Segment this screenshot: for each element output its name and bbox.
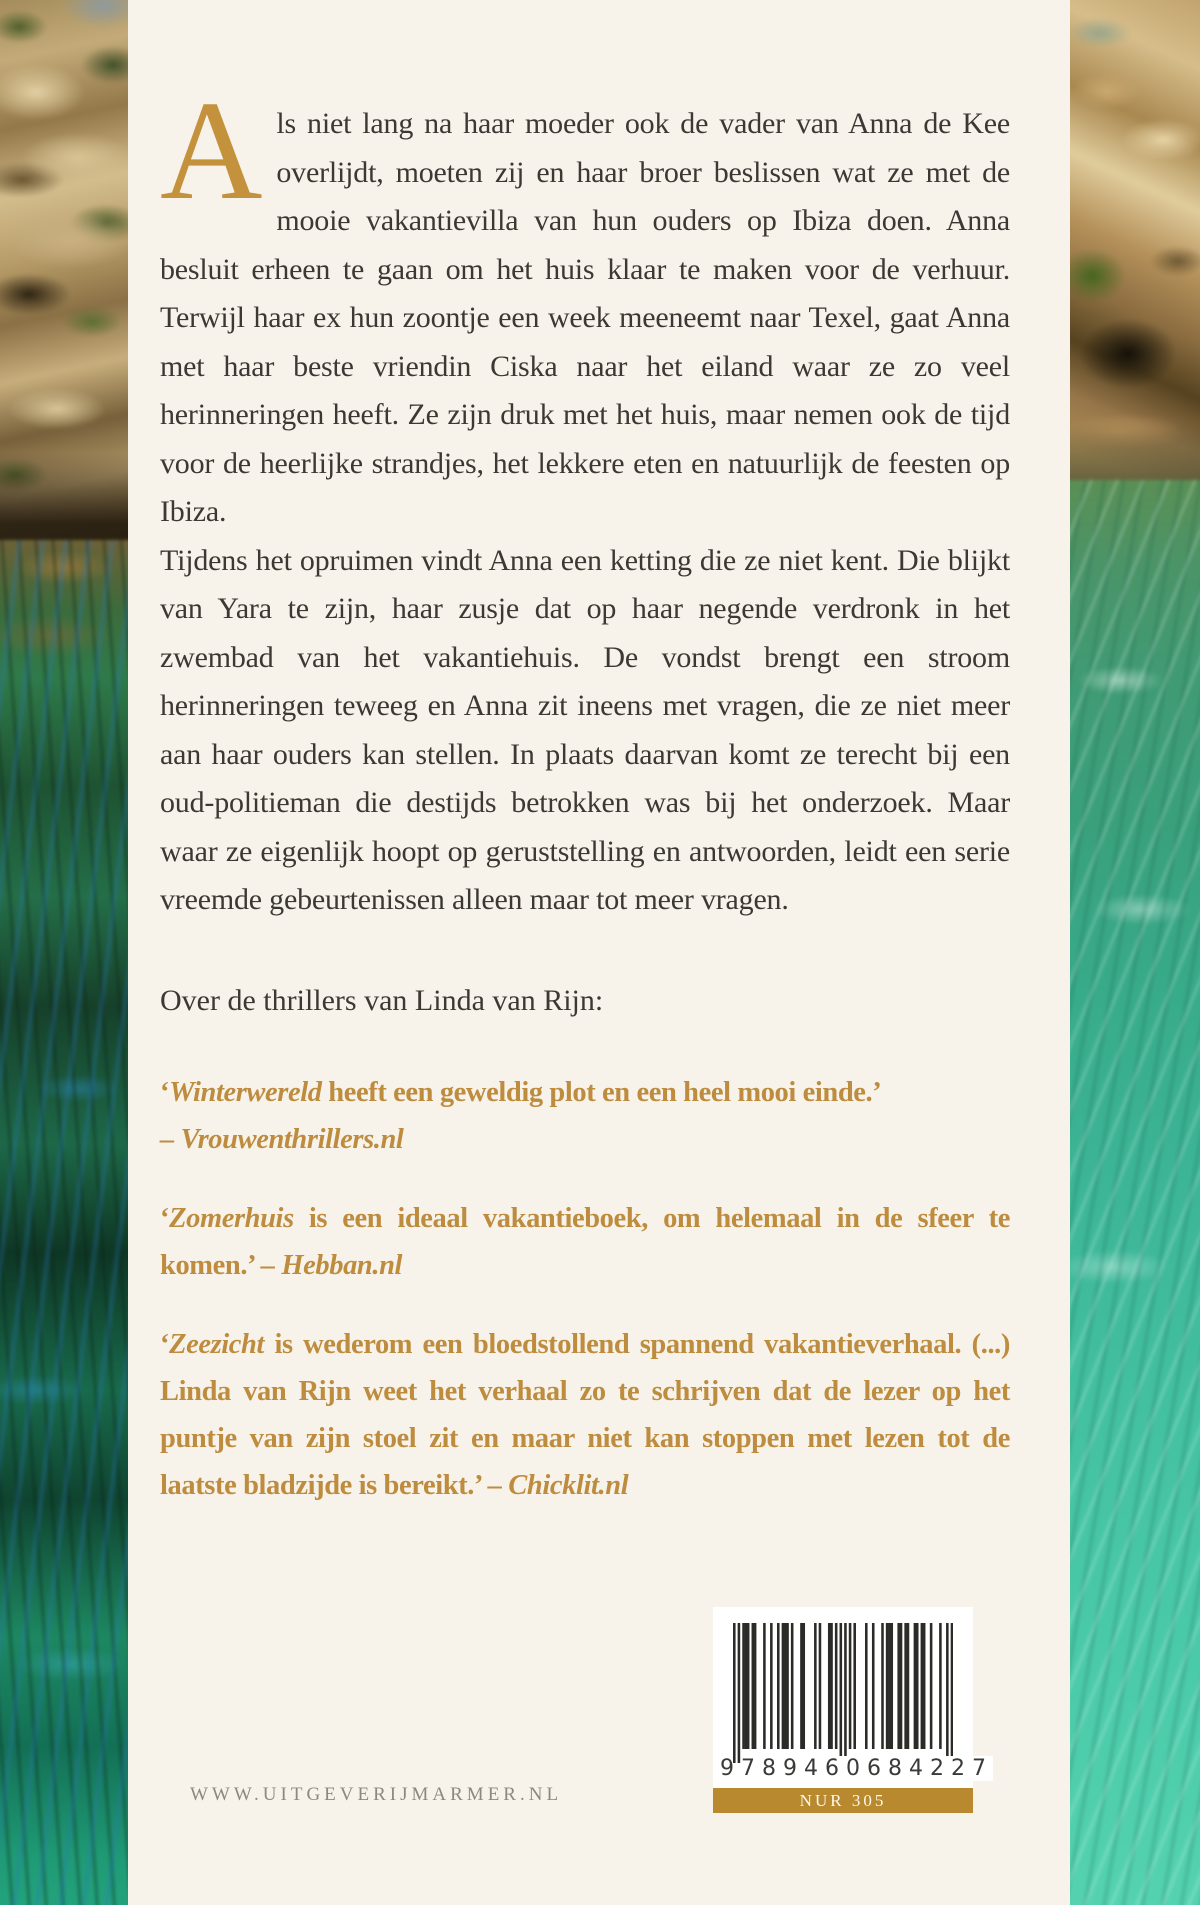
isbn-number — [713, 1756, 993, 1781]
rocks-image-right — [1070, 0, 1200, 480]
sea-image-left — [0, 540, 128, 1905]
isbn-group-2: 684227 — [866, 1756, 993, 1781]
quote-text: is wederom een bloedstollend spannend vakantieverhaal. (...) Linda van Rijn weet het verhaal zo te schrijven dat de lezer op het puntje van zijn stoel zit en maar niet kan stoppen met lezen tot de laatste bladzijde is bereikt.’ — [160, 1328, 1010, 1501]
isbn-group-1: 789460 — [741, 1756, 867, 1781]
reviews-heading: Over de thrillers van Linda van Rijn: — [160, 983, 604, 1017]
nur-label: NUR 305 — [799, 1790, 887, 1810]
review-quotes — [160, 1069, 1010, 1509]
quote-mark: ‘ — [160, 1328, 170, 1360]
drop-cap: A — [160, 71, 263, 229]
synopsis-paragraph-2: Tijdens het opruimen vindt Anna een ketting die ze niet kent. Die blijkt van Yara te zijn, haar zusje dat op haar negende verdronk in het zwembad van het vakantiehuis. De vondst brengt een stroom herinneringen teweeg en Anna zit ineens met vragen, die ze niet meer aan haar ouders kan stellen. In plaats daarvan komt ze terecht bij een oud-politieman die destijds betrokken was bij het onderzoek. Maar waar ze eigenlijk hoopt op geruststelling en antwoorden, leidt een serie vreemde gebeurtenissen alleen maar tot meer vragen. — [160, 543, 1010, 916]
synopsis — [160, 71, 1010, 925]
quote-source: – Chicklit.nl — [487, 1469, 629, 1501]
photo-left-texture — [0, 0, 128, 1905]
quote-source: – Vrouwenthrillers.nl — [160, 1123, 404, 1155]
cover-photo-right-strip — [1070, 0, 1200, 1905]
book-title-italic: Winterwereld — [169, 1076, 322, 1108]
quote-mark: ‘ — [160, 1202, 170, 1234]
synopsis-paragraph-1 — [160, 71, 1010, 537]
photo-right-texture — [1070, 0, 1200, 1905]
book-title-italic: Zomerhuis — [169, 1202, 294, 1234]
cover-photo-left-strip — [0, 0, 128, 1905]
review-quote-winterwereld — [160, 1069, 1010, 1163]
book-title-italic: Zeezicht — [169, 1328, 265, 1360]
rocks-image-left — [0, 0, 128, 540]
review-quote-zeezicht — [160, 1321, 1010, 1509]
quote-mark: ‘ — [160, 1076, 170, 1108]
back-cover-text — [160, 0, 1010, 1509]
publisher-website: WWW.UITGEVERIJMARMER.NL — [190, 1784, 563, 1805]
synopsis-paragraph-1-text: ls niet lang na haar moeder ook de vader van Anna de Kee overlijdt, moeten zij en haar broer beslissen wat ze met de mooie vakantievilla van hun ouders op Ibiza doen. Anna besluit erheen te gaan om het huis klaar te maken voor de verhuur. Terwijl haar ex hun zoontje een week meeneemt naar Texel, gaat Anna met haar beste vriendin Ciska naar het eiland waar ze zo veel herinneringen heeft. Ze zijn druk met het huis, maar nemen ook de tijd voor de heerlijke strandjes, het lekkere eten en natuurlijk de feesten op Ibiza. — [160, 107, 1010, 528]
quote-text: heeft een geweldig plot en een heel mooi einde.’ — [321, 1076, 882, 1108]
quote-source: – Hebban.nl — [260, 1249, 403, 1281]
isbn-prefix-digit: 9 — [720, 1756, 734, 1781]
quote-text: is een ideaal vakantieboek, om helemaal in de sfeer te komen.’ — [160, 1202, 1010, 1281]
barcode-bars — [733, 1623, 953, 1773]
review-quote-zomerhuis — [160, 1195, 1010, 1289]
nur-band — [713, 1788, 973, 1813]
sea-image-right — [1070, 480, 1200, 1905]
barcode — [713, 1607, 993, 1788]
